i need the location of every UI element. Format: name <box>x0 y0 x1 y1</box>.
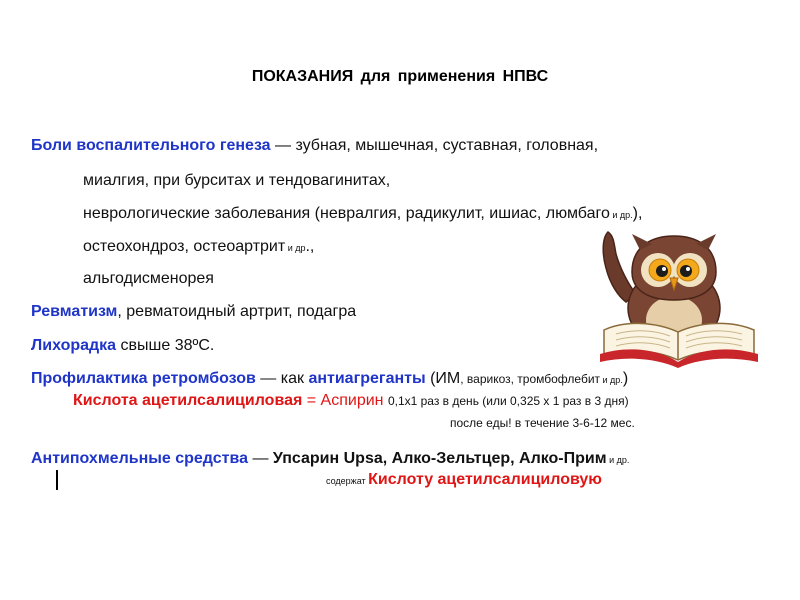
pain-line-4-small: и др <box>285 243 306 253</box>
page-title: ПОКАЗАНИЯ для применения НПВС <box>251 68 549 85</box>
prophylaxis-paren-close: ) <box>622 370 629 387</box>
aspirin-dose-line-2 <box>450 413 635 433</box>
aspirin-dose: 0,1х1 раз в день (или 0,325 х 1 раз в 3 дня) <box>387 394 629 408</box>
pain-desc: зубная, мышечная, суставная, головная, <box>295 137 599 154</box>
pain-line-4-end: ., <box>305 238 315 255</box>
hangover-term: Антипохмельные средства <box>31 450 249 467</box>
owl-reading-book-icon <box>596 228 760 368</box>
aspirin-line <box>73 391 629 411</box>
aspirin-eq: = Аспирин <box>302 392 388 409</box>
fever-term: Лихорадка <box>31 337 117 354</box>
pain-line-5-text: альгодисменорея <box>83 270 214 287</box>
pain-line-2-text: миалгия, при бурситах и тендовагинитах, <box>83 172 391 189</box>
aspirin-term: Кислота ацетилсалициловая <box>73 392 303 409</box>
pain-line-2 <box>83 171 390 191</box>
hangover-line <box>31 449 629 470</box>
prophylaxis-paren-open: ( <box>425 370 436 387</box>
pain-dash: — <box>270 137 296 154</box>
pain-line-3-text: неврологические заболевания (невралгия, радикулит, ишиас, люмбаго <box>83 205 610 222</box>
hangover-brands: Упсарин Upsa, Алко-Зельтцер, Алко-Прим <box>272 450 607 467</box>
rheum-line <box>31 302 356 322</box>
antiaggregant-term: антиагреганты <box>308 370 426 387</box>
prophylaxis-line <box>31 369 628 390</box>
fever-desc: свыше 38ºС. <box>116 337 215 354</box>
prophylaxis-list: , варикоз, тромбофлебит <box>460 372 601 386</box>
aspirin-dose-2: после еды! в течение 3-6-12 мес. <box>450 416 635 430</box>
contains-label: содержат <box>326 476 369 486</box>
prophylaxis-dash: — как <box>255 370 309 387</box>
prophylaxis-im: ИМ <box>435 370 461 387</box>
rheum-term: Ревматизм <box>31 303 118 320</box>
prophylaxis-term: Профилактика ретромбозов <box>31 370 256 387</box>
text-cursor <box>56 470 58 490</box>
pain-line-3-small: и др. <box>609 210 633 220</box>
pain-line-4-text: остеохондроз, остеоартрит <box>83 238 286 255</box>
prophylaxis-small: и др. <box>600 375 623 385</box>
pain-line-5 <box>83 269 214 289</box>
hangover-small: и др. <box>606 455 630 465</box>
contains-line <box>326 470 602 491</box>
fever-line <box>31 336 214 356</box>
pain-line-4 <box>83 237 314 258</box>
pain-term: Боли воспалительного генеза <box>31 137 271 154</box>
pain-line-3 <box>83 204 642 225</box>
pain-line-3-end: ), <box>632 205 643 222</box>
pain-line-1 <box>31 136 598 156</box>
rheum-desc: , ревматоидный артрит, подагра <box>117 303 357 320</box>
hangover-dash: — <box>248 450 273 467</box>
acid-label: Кислоту ацетилсалициловую <box>368 471 602 488</box>
